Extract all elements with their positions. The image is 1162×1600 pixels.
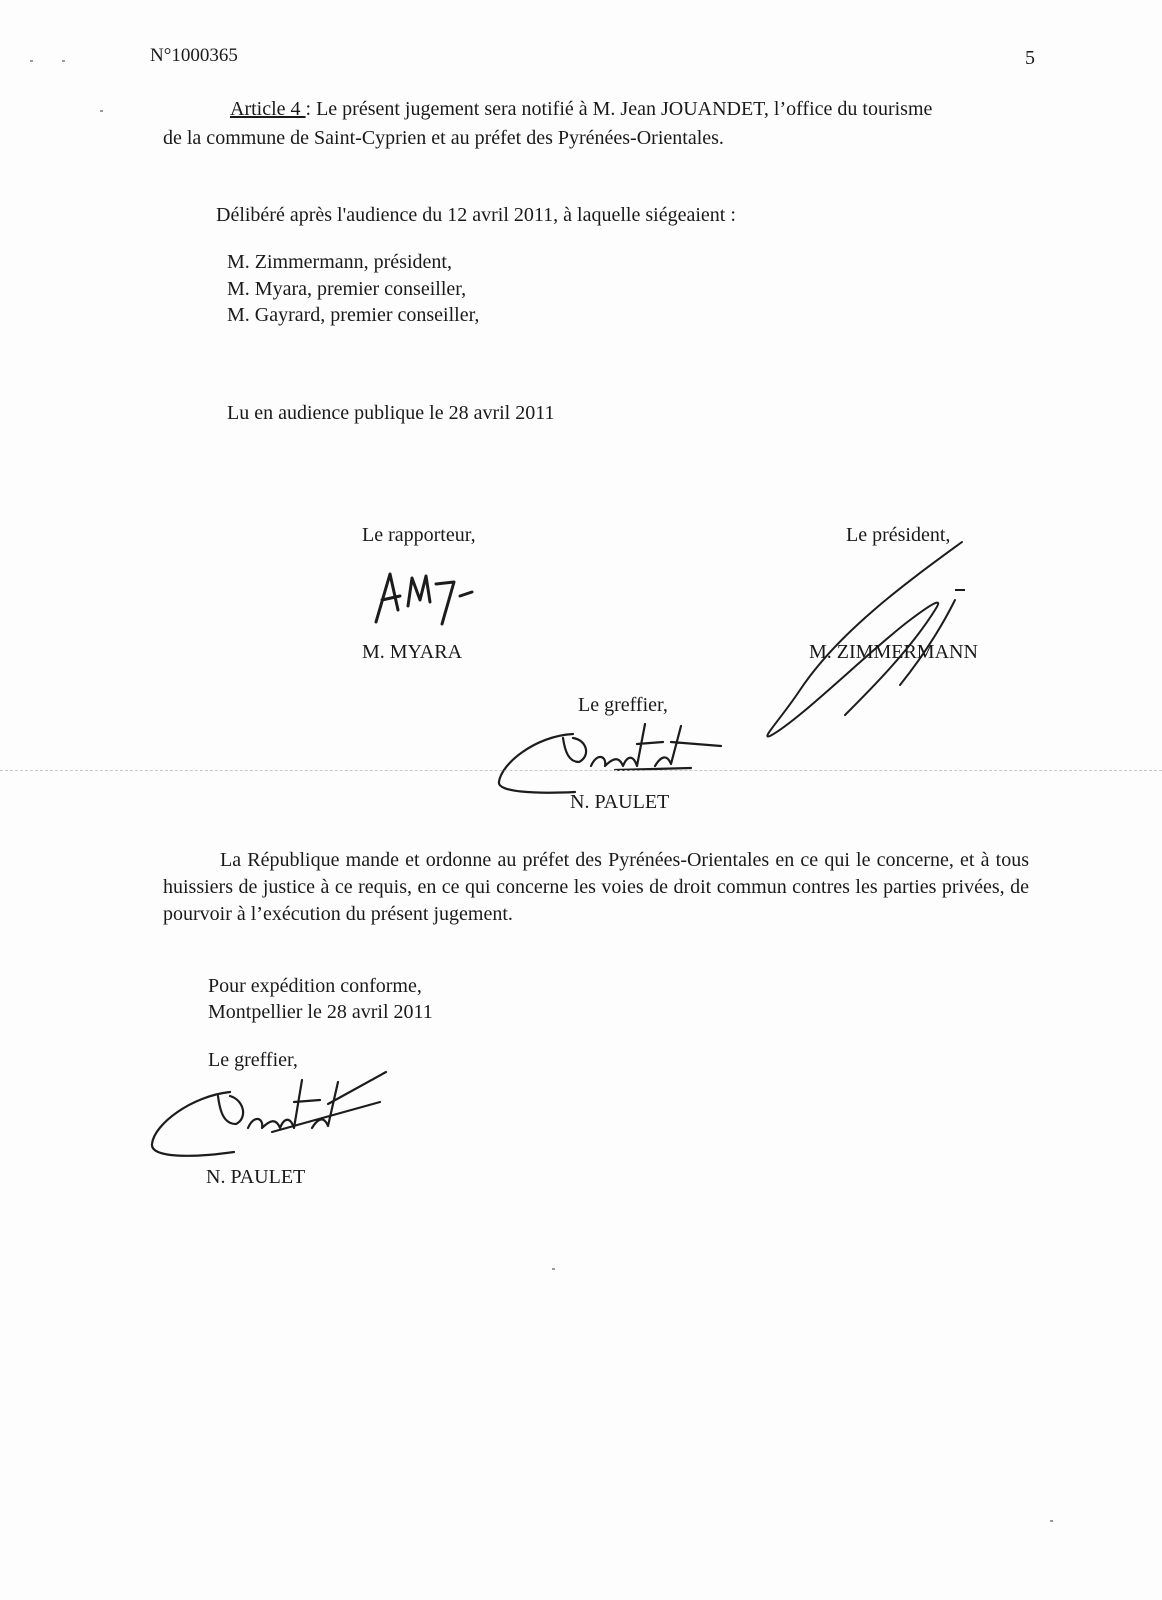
president-title: Le président,	[846, 524, 951, 546]
article-line-1	[230, 97, 932, 121]
article-label: Article 4	[230, 98, 306, 120]
fold-line	[0, 770, 1162, 773]
mandate-paragraph: La République mande et ordonne au préfet des Pyrénées-Orientales en ce qui le concerne, et à tous huissiers de justice à ce requis, en ce qui concerne les voies de droit commun contres les parties privées, de pourvoir à l’exécution du présent jugement.	[163, 849, 1029, 925]
member-president: M. Zimmermann, président,	[227, 251, 452, 273]
expedition-greffier-signature	[148, 1062, 398, 1162]
article-text-1: : Le présent jugement sera notifié à M. Jean JOUANDET, l’office du tourisme	[305, 98, 933, 120]
expedition-line-1: Pour expédition conforme,	[208, 975, 422, 997]
deliberation-intro: Délibéré après l'audience du 12 avril 2011, à laquelle siégeaient :	[216, 204, 736, 226]
rapporteur-name: M. MYARA	[362, 641, 463, 663]
scan-speck	[100, 110, 103, 112]
expedition-line-2: Montpellier le 28 avril 2011	[208, 1001, 433, 1023]
president-name: M. ZIMMERMANN	[809, 641, 978, 663]
scan-speck	[1050, 1520, 1053, 1522]
case-number: N°1000365	[150, 45, 238, 66]
public-reading: Lu en audience publique le 28 avril 2011	[227, 402, 555, 424]
greffier-name: N. PAULET	[570, 791, 670, 813]
expedition-greffier-name: N. PAULET	[206, 1166, 306, 1188]
greffier-title: Le greffier,	[578, 694, 668, 716]
rapporteur-signature	[368, 560, 518, 630]
scan-speck	[62, 60, 65, 62]
greffier-signature	[495, 712, 735, 797]
rapporteur-title: Le rapporteur,	[362, 524, 476, 546]
article-line-2: de la commune de Saint-Cyprien et au préfet des Pyrénées-Orientales.	[163, 127, 724, 149]
member-councillor-1: M. Myara, premier conseiller,	[227, 278, 467, 300]
member-councillor-2: M. Gayrard, premier conseiller,	[227, 304, 480, 326]
scan-speck	[552, 1268, 555, 1270]
expedition-greffier-title: Le greffier,	[208, 1049, 298, 1071]
president-signature	[760, 540, 980, 750]
page-number: 5	[1025, 47, 1035, 69]
scan-speck	[30, 60, 33, 62]
